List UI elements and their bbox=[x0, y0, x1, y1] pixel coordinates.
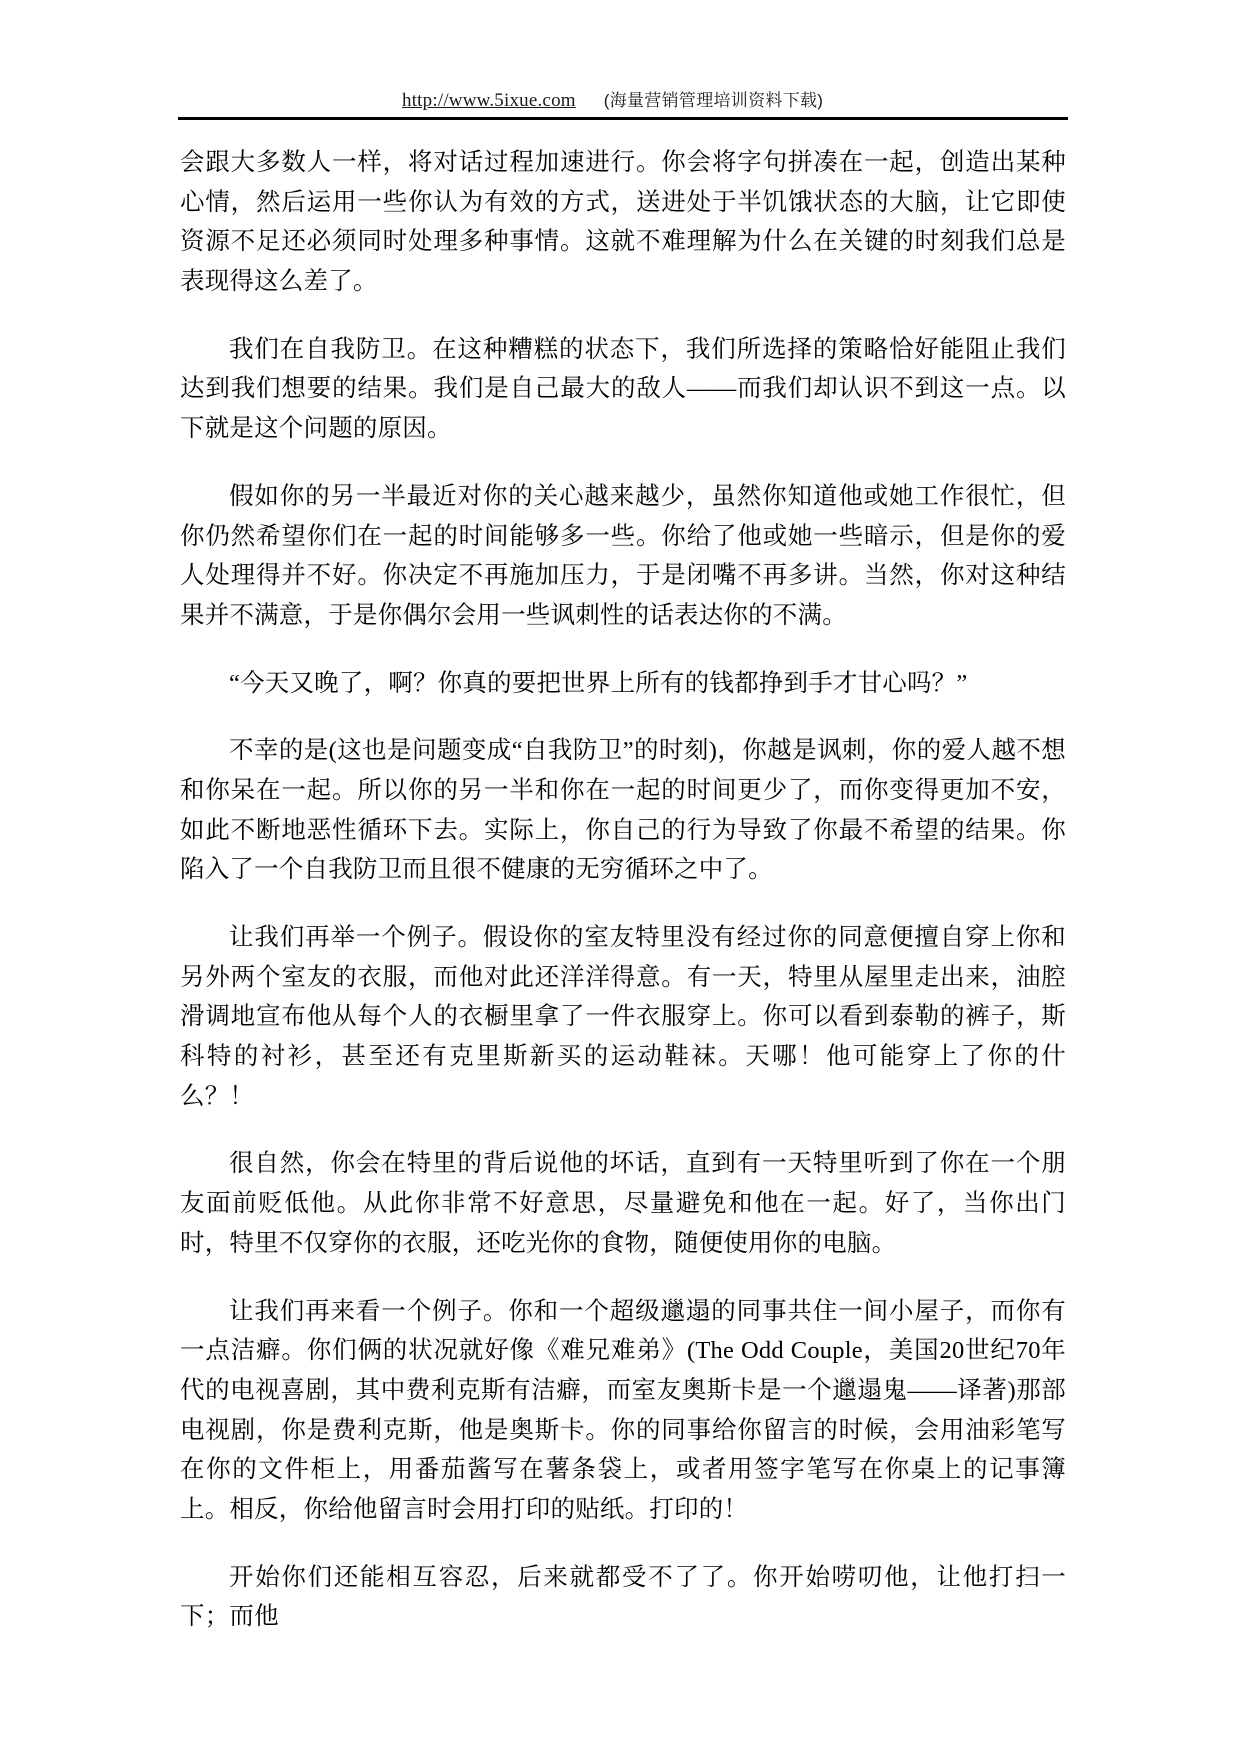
document-body bbox=[180, 143, 1066, 1637]
paragraph: 会跟大多数人一样，将对话过程加速进行。你会将字句拼凑在一起，创造出某种心情，然后运用一些你认为有效的方式，送进处于半饥饿状态的大脑，让它即使资源不足还必须同时处理多种事情。这就不难理解为什么在关键的时刻我们总是表现得这么差了。 bbox=[180, 149, 1066, 296]
site-url-link[interactable]: http://www.5ixue.com bbox=[402, 90, 576, 111]
paragraph: 开始你们还能相互容忍，后来就都受不了了。你开始唠叨他，让他打扫一下；而他 bbox=[180, 1563, 1066, 1631]
header-divider bbox=[178, 117, 1068, 120]
paragraph: 很自然，你会在特里的背后说他的坏话，直到有一天特里听到了你在一个朋友面前贬低他。从此你非常不好意思，尽量避免和他在一起。好了，当你出门时，特里不仅穿你的衣服，还吃光你的食物，随便使用你的电脑。 bbox=[180, 1150, 1066, 1257]
header-note-text: (海量营销管理培训资料下载) bbox=[603, 91, 824, 110]
paragraph: 我们在自我防卫。在这种糟糕的状态下，我们所选择的策略恰好能阻止我们达到我们想要的结果。我们是自己最大的敌人——而我们却认识不到这一点。以下就是这个问题的原因。 bbox=[180, 335, 1066, 443]
paragraph-quote: “今天又晚了，啊？你真的要把世界上所有的钱都挣到手才甘心吗？” bbox=[229, 669, 968, 697]
paragraph: 让我们再来看一个例子。你和一个超级邋遢的同事共住一间小屋子，而你有一点洁癖。你们俩的状况就好像《难兄难弟》(The Odd Couple，美国20世纪70年代的电视喜剧，其中费利克斯有洁癖，而室友奥斯卡是一个邋遢鬼——译著)那部电视剧，你是费利克斯，他是奥斯卡。你的同事给你留言的时候，会用油彩笔写在你的文件柜上，用番茄酱写在薯条袋上，或者用签字笔写在你桌上的记事簿上。相反，你给他留言时会用打印的贴纸。打印的！ bbox=[180, 1297, 1066, 1523]
page-header bbox=[178, 86, 1068, 112]
paragraph: 假如你的另一半最近对你的关心越来越少，虽然你知道他或她工作很忙，但你仍然希望你们在一起的时间能够多一些。你给了他或她一些暗示，但是你的爱人处理得并不好。你决定不再施加压力，于是闭嘴不再多讲。当然，你对这种结果并不满意，于是你偶尔会用一些讽刺性的话表达你的不满。 bbox=[180, 482, 1066, 629]
paragraph: 让我们再举一个例子。假设你的室友特里没有经过你的同意便擅自穿上你和另外两个室友的衣服，而他对此还洋洋得意。有一天，特里从屋里走出来，油腔滑调地宣布他从每个人的衣橱里拿了一件衣服穿上。你可以看到泰勒的裤子，斯科特的衬衫，甚至还有克里斯新买的运动鞋袜。天哪！他可能穿上了你的什么？！ bbox=[180, 924, 1066, 1110]
paragraph: 不幸的是(这也是问题变成“自我防卫”的时刻)，你越是讽刺，你的爱人越不想和你呆在一起。所以你的另一半和你在一起的时间更少了，而你变得更加不安，如此不断地恶性循环下去。实际上，你自己的行为导致了你最不希望的结果。你陷入了一个自我防卫而且很不健康的无穷循环之中了。 bbox=[180, 737, 1066, 884]
